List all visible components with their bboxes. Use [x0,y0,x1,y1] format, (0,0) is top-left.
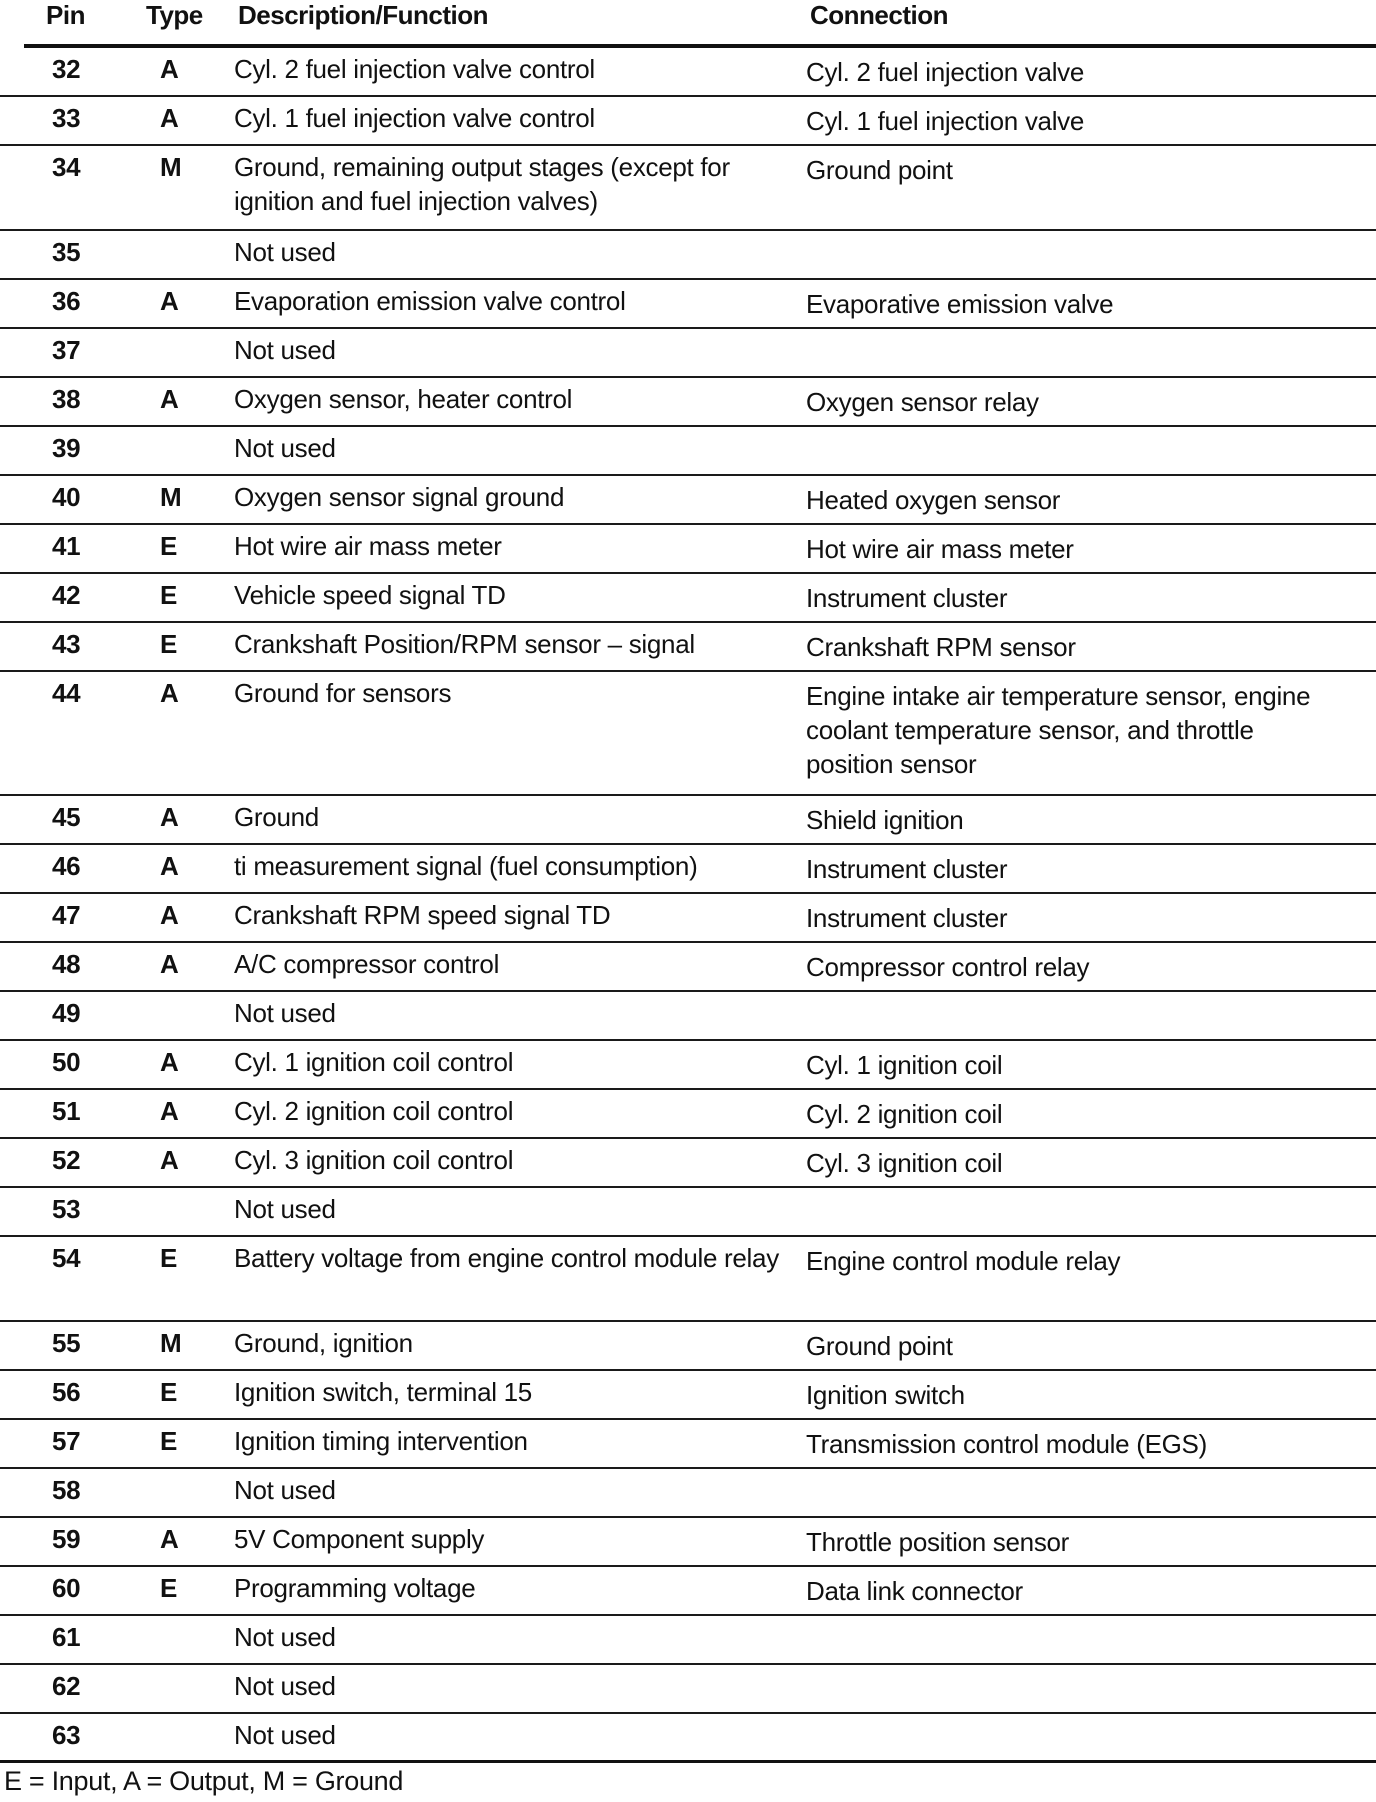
type-cell: A [160,1096,179,1126]
table-row [0,1237,1376,1322]
description-cell: Cyl. 2 ignition coil control [234,1096,514,1126]
connection-cell: Instrument cluster [806,583,1008,613]
connection-cell: Transmission control module (EGS) [806,1429,1207,1459]
table-row [0,845,1376,894]
table-row [0,1322,1376,1371]
description-cell: ti measurement signal (fuel consumption) [234,851,698,881]
type-cell: A [160,103,179,133]
pin-cell: 55 [52,1328,81,1358]
type-cell: A [160,384,179,414]
table-row [0,280,1376,329]
type-cell: E [160,580,178,610]
table-row [0,992,1376,1041]
type-cell: A [160,286,179,316]
pin-cell: 44 [52,678,81,708]
table-row [0,1567,1376,1616]
table-row [0,146,1376,231]
type-cell: E [160,1243,178,1273]
description-cell: Crankshaft RPM speed signal TD [234,900,611,930]
description-cell: 5V Component supply [234,1524,485,1554]
pin-cell: 34 [52,152,81,182]
pin-cell: 37 [52,335,81,365]
connection-cell: Shield ignition [806,805,964,835]
type-cell: M [160,152,182,182]
pin-cell: 45 [52,802,81,832]
pin-cell: 43 [52,629,81,659]
description-cell: Oxygen sensor signal ground [234,482,565,512]
connection-cell: Oxygen sensor relay [806,387,1039,417]
connection-cell: Cyl. 1 ignition coil [806,1050,1003,1080]
description-cell: Not used [234,1671,336,1701]
description-cell: Programming voltage [234,1573,476,1603]
connection-cell: Engine control module relay [806,1246,1121,1276]
connection-cell: Throttle position sensor [806,1527,1070,1557]
pin-cell: 50 [52,1047,81,1077]
header-description: Description/Function [238,0,488,30]
table-row [0,1188,1376,1237]
table-row [0,231,1376,280]
pin-cell: 32 [52,54,81,84]
connection-cell: Heated oxygen sensor [806,485,1061,515]
table-row [0,1518,1376,1567]
description-cell: Not used [234,237,336,267]
description-cell: Ground, remaining output stages (except for ignition and fuel injection valves) [234,152,730,216]
description-cell: Ignition switch, terminal 15 [234,1377,532,1407]
table-row [0,1714,1376,1763]
description-cell: Not used [234,1194,336,1224]
pin-cell: 33 [52,103,81,133]
table-row [0,1469,1376,1518]
connection-cell: Crankshaft RPM sensor [806,632,1076,662]
pin-cell: 36 [52,286,81,316]
pin-cell: 52 [52,1145,81,1175]
type-cell: A [160,900,179,930]
connection-cell: Evaporative emission valve [806,289,1114,319]
pin-cell: 62 [52,1671,81,1701]
connection-cell: Instrument cluster [806,854,1008,884]
pin-cell: 51 [52,1096,81,1126]
table-row [0,672,1376,796]
pin-cell: 56 [52,1377,81,1407]
table-header [0,0,1376,46]
table-row [0,943,1376,992]
connection-cell: Cyl. 2 ignition coil [806,1099,1003,1129]
pin-cell: 49 [52,998,81,1028]
description-cell: Hot wire air mass meter [234,531,502,561]
pin-cell: 60 [52,1573,81,1603]
connection-cell: Ignition switch [806,1380,965,1410]
description-cell: Not used [234,433,336,463]
table-row [0,476,1376,525]
description-cell: Oxygen sensor, heater control [234,384,573,414]
description-cell: Cyl. 3 ignition coil control [234,1145,514,1175]
table-row [0,1090,1376,1139]
type-cell: E [160,1426,178,1456]
pin-cell: 61 [52,1622,81,1652]
pin-cell: 54 [52,1243,81,1273]
description-cell: Ground for sensors [234,678,452,708]
table-row [0,427,1376,476]
table-row [0,894,1376,943]
connection-cell: Cyl. 1 fuel injection valve [806,106,1085,136]
table-row [0,1139,1376,1188]
description-cell: Ignition timing intervention [234,1426,528,1456]
pin-table [0,48,1376,1763]
type-cell: E [160,531,178,561]
table-row [0,97,1376,146]
type-cell: A [160,54,179,84]
pin-cell: 63 [52,1720,81,1750]
description-cell: Battery voltage from engine control module relay [234,1243,779,1273]
type-cell: A [160,1524,179,1554]
type-cell: A [160,1047,179,1077]
pin-cell: 57 [52,1426,81,1456]
table-row [0,1420,1376,1469]
pin-cell: 40 [52,482,81,512]
type-cell: M [160,1328,182,1358]
pin-cell: 58 [52,1475,81,1505]
description-cell: Not used [234,1720,336,1750]
connection-cell: Cyl. 3 ignition coil [806,1148,1003,1178]
description-cell: Not used [234,998,336,1028]
type-cell: E [160,1573,178,1603]
table-row [0,1041,1376,1090]
connection-cell: Ground point [806,155,953,185]
pin-cell: 42 [52,580,81,610]
description-cell: Crankshaft Position/RPM sensor – signal [234,629,695,659]
table-row [0,1371,1376,1420]
description-cell: Not used [234,1622,336,1652]
type-cell: M [160,482,182,512]
header-type: Type [146,0,203,30]
type-cell: A [160,851,179,881]
description-cell: Not used [234,1475,336,1505]
description-cell: Not used [234,335,336,365]
pin-cell: 38 [52,384,81,414]
description-cell: A/C compressor control [234,949,500,979]
description-cell: Ground, ignition [234,1328,413,1358]
legend: E = Input, A = Output, M = Ground [4,1766,404,1796]
description-cell: Evaporation emission valve control [234,286,626,316]
description-cell: Cyl. 1 ignition coil control [234,1047,514,1077]
pin-cell: 46 [52,851,81,881]
header-connection: Connection [810,0,948,30]
table-row [0,1616,1376,1665]
table-row [0,48,1376,97]
pin-cell: 39 [52,433,81,463]
pin-cell: 48 [52,949,81,979]
header-pin: Pin [46,0,85,30]
connection-cell: Engine intake air temperature sensor, engine coolant temperature sensor, and throttle position sensor [806,681,1311,779]
connection-cell: Cyl. 2 fuel injection valve [806,57,1085,87]
pin-cell: 41 [52,531,81,561]
table-row [0,329,1376,378]
table-row [0,796,1376,845]
connection-cell: Instrument cluster [806,903,1008,933]
pin-cell: 35 [52,237,81,267]
type-cell: A [160,949,179,979]
description-cell: Ground [234,802,319,832]
pin-cell: 53 [52,1194,81,1224]
table-row [0,623,1376,672]
connection-cell: Ground point [806,1331,953,1361]
description-cell: Vehicle speed signal TD [234,580,506,610]
table-row [0,525,1376,574]
table-row [0,574,1376,623]
pin-cell: 59 [52,1524,81,1554]
description-cell: Cyl. 1 fuel injection valve control [234,103,595,133]
type-cell: A [160,1145,179,1175]
type-cell: E [160,1377,178,1407]
connection-cell: Data link connector [806,1576,1023,1606]
connection-cell: Compressor control relay [806,952,1090,982]
type-cell: A [160,802,179,832]
type-cell: E [160,629,178,659]
pin-cell: 47 [52,900,81,930]
table-row [0,1665,1376,1714]
description-cell: Cyl. 2 fuel injection valve control [234,54,595,84]
type-cell: A [160,678,179,708]
connection-cell: Hot wire air mass meter [806,534,1074,564]
table-row [0,378,1376,427]
